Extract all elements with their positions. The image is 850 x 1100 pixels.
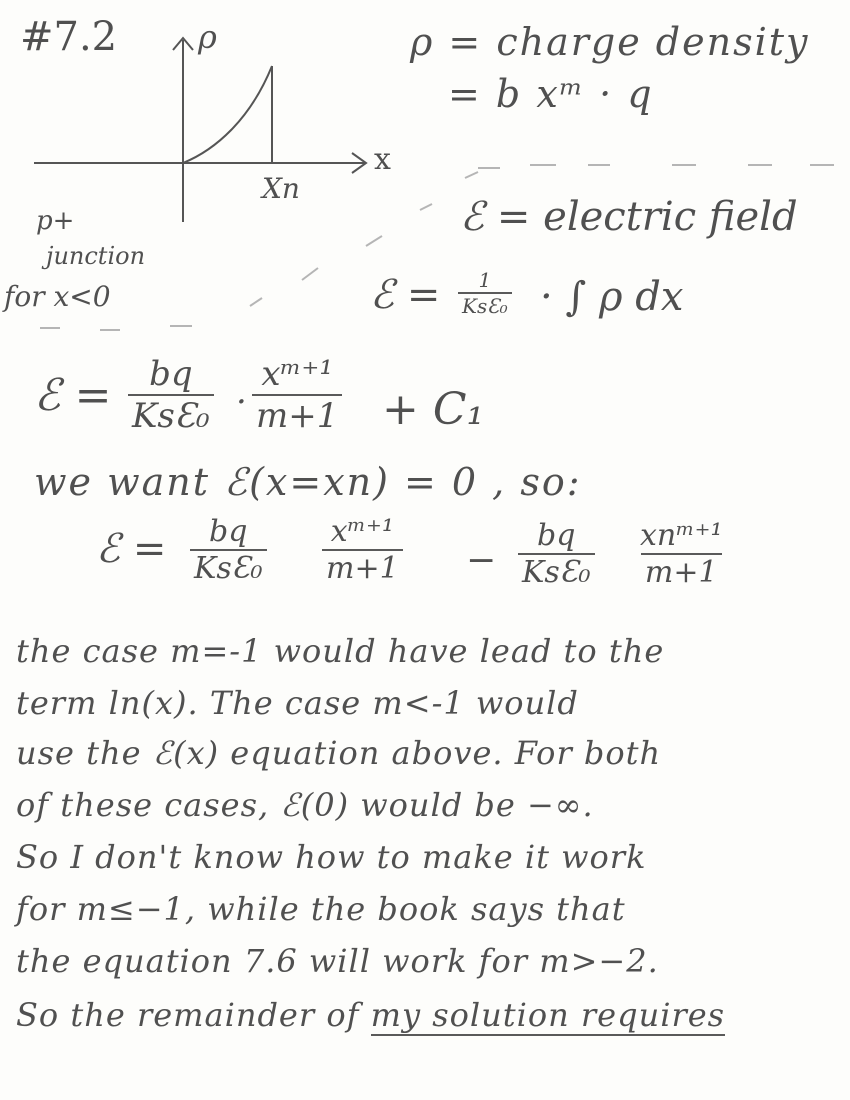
rho-definition: ρ = charge density	[410, 20, 810, 64]
field-integral-numerator: 1	[478, 268, 492, 292]
paragraph-line-6: for m≤−1, while the book says that	[16, 890, 626, 928]
eq2-frac2-denominator: m+1	[322, 549, 403, 586]
paragraph-line-4: of these cases, ℰ(0) would be −∞.	[16, 786, 594, 824]
eq2-minus: −	[466, 540, 497, 581]
eq2-fraction-2	[322, 514, 403, 586]
eq1-fraction-power	[252, 354, 342, 436]
field-integral-lhs: ℰ =	[370, 272, 441, 318]
paragraph-line-1: the case m=-1 would have lead to the	[16, 632, 665, 670]
region-label-p-plus: p+	[36, 206, 75, 236]
eq1-power-numerator: xᵐ⁺¹	[261, 354, 333, 394]
eq1-fraction-coefficient	[128, 354, 214, 436]
field-integral-denominator: KsƐ₀	[458, 292, 512, 318]
eq2-frac3-numerator: bq	[537, 518, 576, 553]
eq2-lhs: ℰ =	[96, 526, 167, 572]
graph-density-curve	[183, 66, 272, 163]
field-integral-rhs: · ∫ ρ dx	[540, 274, 684, 320]
eq1-power-denominator: m+1	[252, 394, 342, 436]
eq1-coef-numerator: bq	[149, 354, 193, 394]
paragraph-line-8-underlined: my solution requires	[370, 996, 726, 1034]
paragraph-line-7: the equation 7.6 will work for m>−2.	[16, 942, 659, 980]
region-label-junction: junction	[46, 242, 146, 270]
eq2-fraction-4	[636, 518, 727, 590]
graph-xn-label: Xn	[262, 172, 300, 205]
paragraph-line-8-start: So the remainder of	[16, 996, 371, 1034]
eq2-frac4-numerator: xnᵐ⁺¹	[640, 518, 723, 553]
field-definition: ℰ = electric field	[460, 194, 798, 240]
eq1-coef-denominator: KsƐ₀	[128, 394, 214, 436]
eq1-dot: ·	[236, 382, 247, 422]
problem-number: #7.2	[20, 14, 118, 60]
eq2-frac3-denominator: KsƐ₀	[518, 553, 595, 590]
eq2-frac4-denominator: m+1	[641, 553, 722, 590]
paragraph-line-8	[16, 996, 725, 1034]
paragraph-line-2: term ln(x). The case m<-1 would	[16, 684, 579, 722]
eq2-fraction-3	[518, 518, 595, 590]
eq2-frac1-numerator: bq	[209, 514, 248, 549]
rho-expression: = b xᵐ · q	[448, 72, 654, 116]
eq1-lhs: ℰ =	[34, 370, 112, 421]
eq2-fraction-1	[190, 514, 267, 586]
boundary-condition: we want ℰ(x=xn) = 0 , so:	[34, 460, 582, 504]
graph-x-label: x	[374, 142, 391, 177]
eq2-frac2-numerator: xᵐ⁺¹	[330, 514, 394, 549]
eq1-constant: + C₁	[382, 384, 485, 435]
field-integral-fraction	[458, 268, 512, 318]
paragraph-line-5: So I don't know how to make it work	[16, 838, 647, 876]
region-label-condition: for x<0	[4, 280, 111, 313]
eq2-frac1-denominator: KsƐ₀	[190, 549, 267, 586]
paragraph-line-3: use the ℰ(x) equation above. For both	[16, 734, 662, 772]
graph-y-label: ρ	[198, 18, 217, 56]
